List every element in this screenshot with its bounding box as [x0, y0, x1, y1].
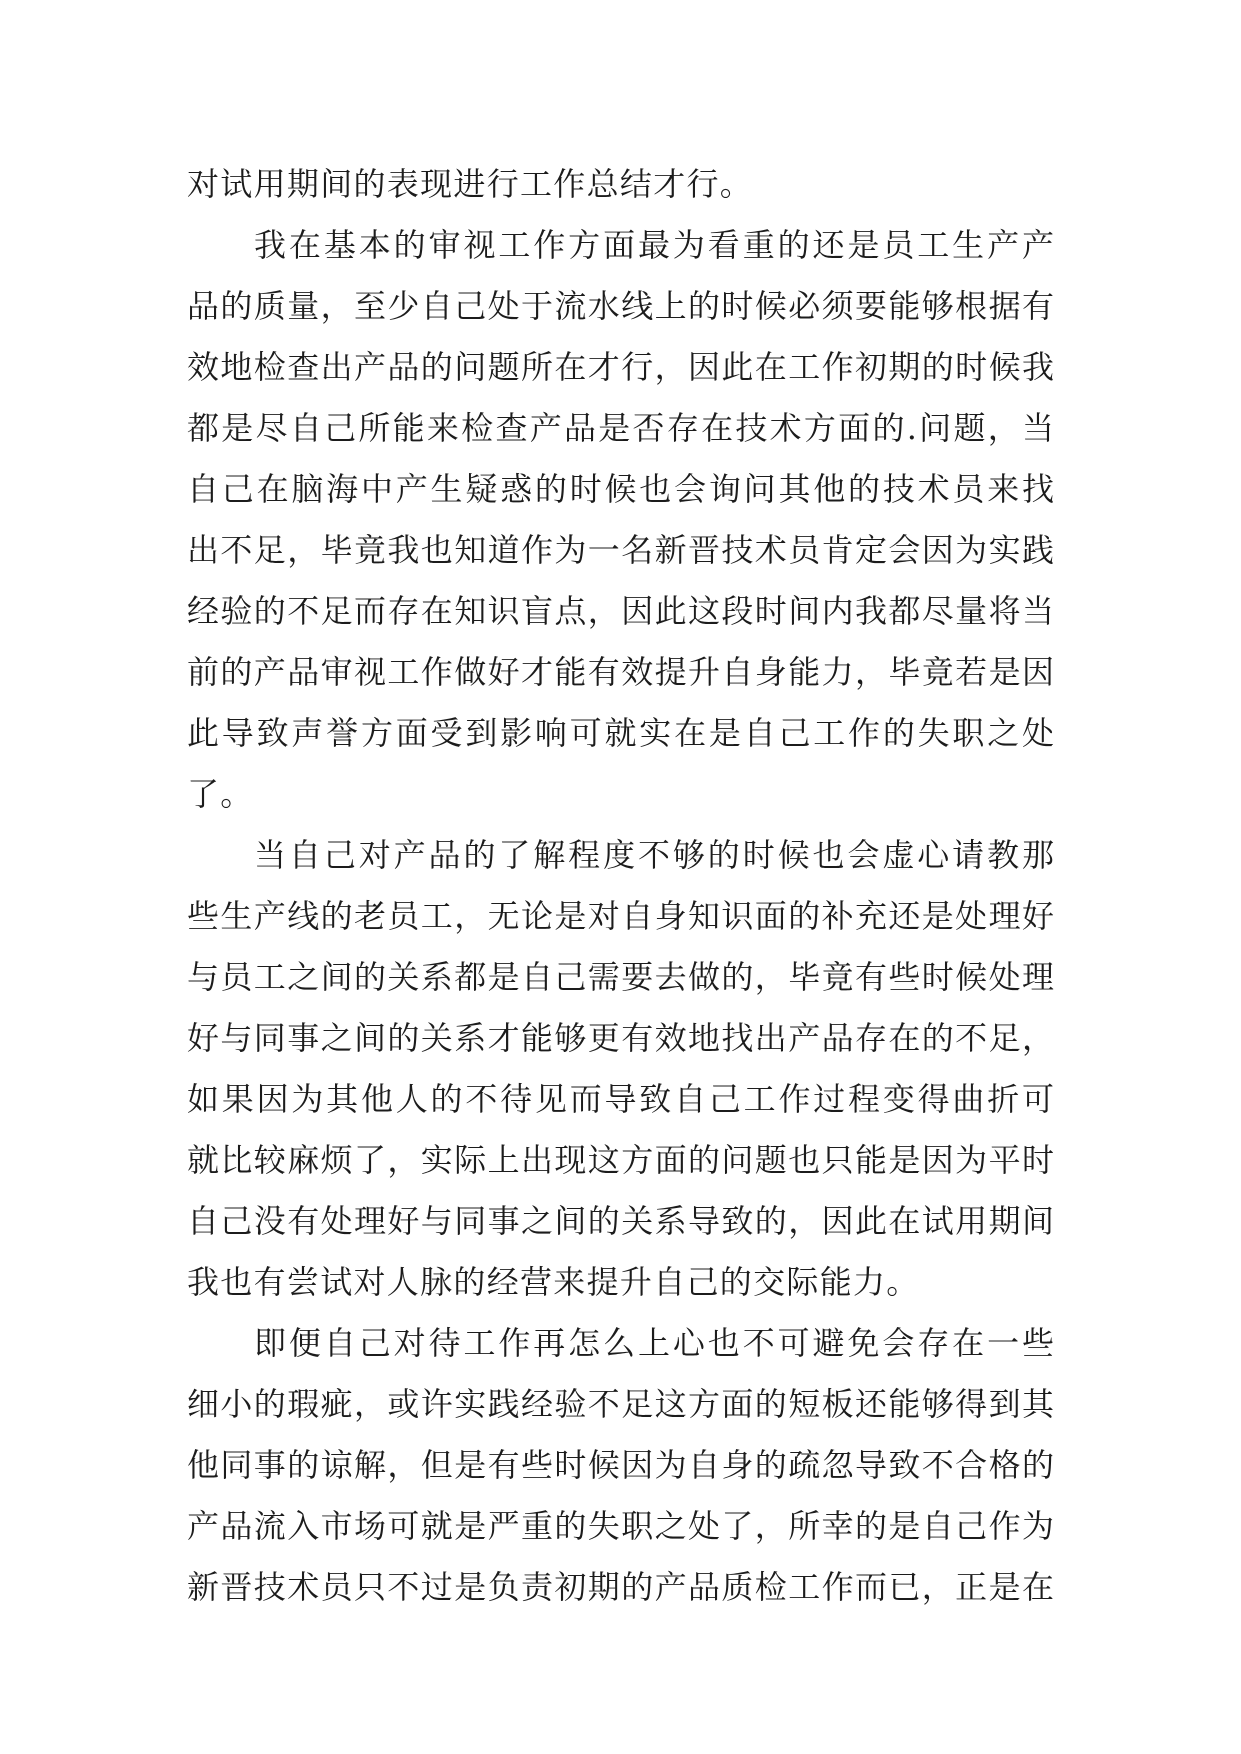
paragraph [187, 1313, 1054, 1618]
paragraph-line: 当自己对产品的了解程度不够的时候也会虚心请教那 [254, 836, 1054, 874]
paragraph-line: 对试用期间的表现进行工作总结才行。 [187, 165, 754, 203]
paragraph-line: 与员工之间的关系都是自己需要去做的，毕竟有些时候处理 [187, 958, 1054, 996]
paragraph-line: 新晋技术员只不过是负责初期的产品质检工作而已，正是在 [187, 1568, 1054, 1606]
paragraph-line: 细小的瑕疵，或许实践经验不足这方面的短板还能够得到其 [187, 1385, 1054, 1423]
paragraph-line: 好与同事之间的关系才能够更有效地找出产品存在的不足， [187, 1019, 1054, 1057]
paragraph-line: 都是尽自己所能来检查产品是否存在技术方面的.问题，当 [187, 409, 1054, 447]
paragraph-line: 此导致声誉方面受到影响可就实在是自己工作的失职之处 [187, 714, 1054, 752]
paragraph-line: 出不足，毕竟我也知道作为一名新晋技术员肯定会因为实践 [187, 531, 1054, 569]
paragraph-line: 我也有尝试对人脉的经营来提升自己的交际能力。 [187, 1263, 920, 1301]
document-body [187, 154, 1054, 1618]
paragraph-line: 就比较麻烦了，实际上出现这方面的问题也只能是因为平时 [187, 1141, 1054, 1179]
paragraph-line: 即便自己对待工作再怎么上心也不可避免会存在一些 [254, 1324, 1054, 1362]
paragraph-line: 如果因为其他人的不待见而导致自己工作过程变得曲折可 [187, 1080, 1054, 1118]
paragraph-line: 经验的不足而存在知识盲点，因此这段时间内我都尽量将当 [187, 592, 1054, 630]
paragraph-line: 品的质量，至少自己处于流水线上的时候必须要能够根据有 [187, 287, 1054, 325]
paragraph-line: 产品流入市场可就是严重的失职之处了，所幸的是自己作为 [187, 1507, 1054, 1545]
paragraph-line: 些生产线的老员工，无论是对自身知识面的补充还是处理好 [187, 897, 1054, 935]
paragraph-line: 他同事的谅解，但是有些时候因为自身的疏忽导致不合格的 [187, 1446, 1054, 1484]
paragraph-line: 效地检查出产品的问题所在才行，因此在工作初期的时候我 [187, 348, 1054, 386]
paragraph-line: 了。 [187, 775, 254, 813]
paragraph-line: 自己在脑海中产生疑惑的时候也会询问其他的技术员来找 [187, 470, 1054, 508]
paragraph [187, 154, 1054, 215]
paragraph-line: 自己没有处理好与同事之间的关系导致的，因此在试用期间 [187, 1202, 1054, 1240]
paragraph [187, 215, 1054, 825]
paragraph-line: 前的产品审视工作做好才能有效提升自身能力，毕竟若是因 [187, 653, 1054, 691]
paragraph [187, 825, 1054, 1313]
paragraph-line: 我在基本的审视工作方面最为看重的还是员工生产产 [254, 226, 1054, 264]
